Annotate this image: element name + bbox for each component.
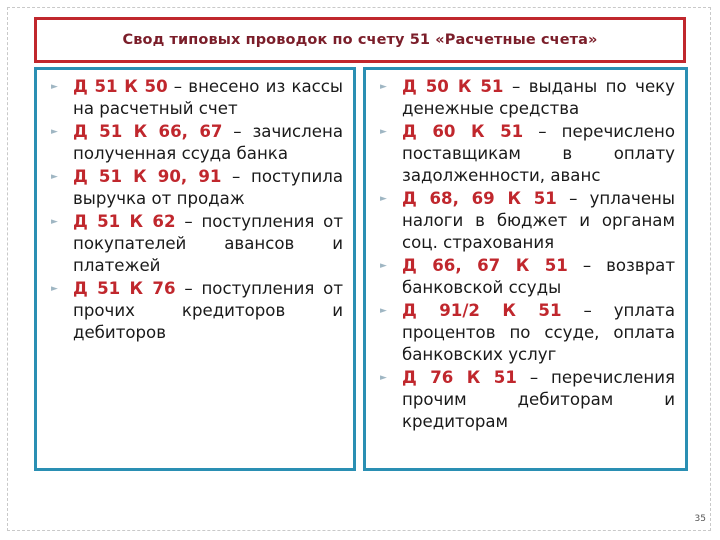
entry-code: Д 51 К 62: [73, 212, 176, 231]
list-item: [376, 367, 675, 433]
entry-code: Д 51 К 66, 67: [73, 122, 223, 141]
slide-title: Свод типовых проводок по счету 51 «Расчетные счета»: [122, 32, 598, 48]
triangle-bullet-icon: ►: [380, 306, 387, 316]
list-item: [376, 188, 675, 254]
entry-text: – возврат банковской ссуды: [402, 256, 675, 297]
triangle-bullet-icon: ►: [51, 217, 58, 227]
entry-text: – зачислена полученная ссуда банка: [73, 122, 343, 163]
page-number: 35: [694, 514, 706, 524]
entry-code: Д 91/2 К 51: [402, 301, 562, 320]
list-item: [376, 255, 675, 299]
entry-code: Д 51 К 50: [73, 77, 168, 96]
entry-code: Д 68, 69 К 51: [402, 189, 557, 208]
left-column: [34, 67, 356, 471]
entry-text: – внесено из кассы на расчетный счет: [73, 77, 343, 118]
entry-code: Д 76 К 51: [402, 368, 517, 387]
triangle-bullet-icon: ►: [380, 127, 387, 137]
list-item: [376, 300, 675, 366]
entry-text: – уплата процентов по ссуде, оплата банковских услуг: [402, 301, 676, 364]
list-item: [47, 121, 343, 165]
title-box: [34, 17, 686, 63]
entry-code: Д 60 К 51: [402, 122, 524, 141]
entry-code: Д 50 К 51: [402, 77, 504, 96]
right-column: [363, 67, 688, 471]
list-item: [47, 211, 343, 277]
entry-text: – поступления от покупателей авансов и платежей: [73, 212, 343, 275]
entry-text: – поступления от прочих кредиторов и дебиторов: [73, 279, 343, 342]
entry-text: – перечислено поставщикам в оплату задолженности, аванс: [402, 122, 675, 185]
triangle-bullet-icon: ►: [51, 82, 58, 92]
entry-code: Д 51 К 76: [73, 279, 176, 298]
list-item: [376, 121, 675, 187]
triangle-bullet-icon: ►: [51, 127, 58, 137]
triangle-bullet-icon: ►: [380, 373, 387, 383]
list-item: [47, 166, 343, 210]
entry-code: Д 51 К 90, 91: [73, 167, 222, 186]
triangle-bullet-icon: ►: [380, 261, 387, 271]
list-item: [376, 76, 675, 120]
triangle-bullet-icon: ►: [380, 82, 387, 92]
left-entries-list: [47, 76, 343, 344]
triangle-bullet-icon: ►: [51, 284, 58, 294]
entry-code: Д 66, 67 К 51: [402, 256, 568, 275]
triangle-bullet-icon: ►: [51, 172, 58, 182]
entry-text: – выданы по чеку денежные средства: [402, 77, 675, 118]
list-item: [47, 76, 343, 120]
right-entries-list: [376, 76, 675, 433]
triangle-bullet-icon: ►: [380, 194, 387, 204]
entry-text: – поступила выручка от продаж: [73, 167, 344, 208]
entry-text: – перечисления прочим дебиторам и кредиторам: [402, 368, 676, 431]
list-item: [47, 278, 343, 344]
entry-text: – уплачены налоги в бюджет и органам соц. страхования: [402, 189, 675, 252]
